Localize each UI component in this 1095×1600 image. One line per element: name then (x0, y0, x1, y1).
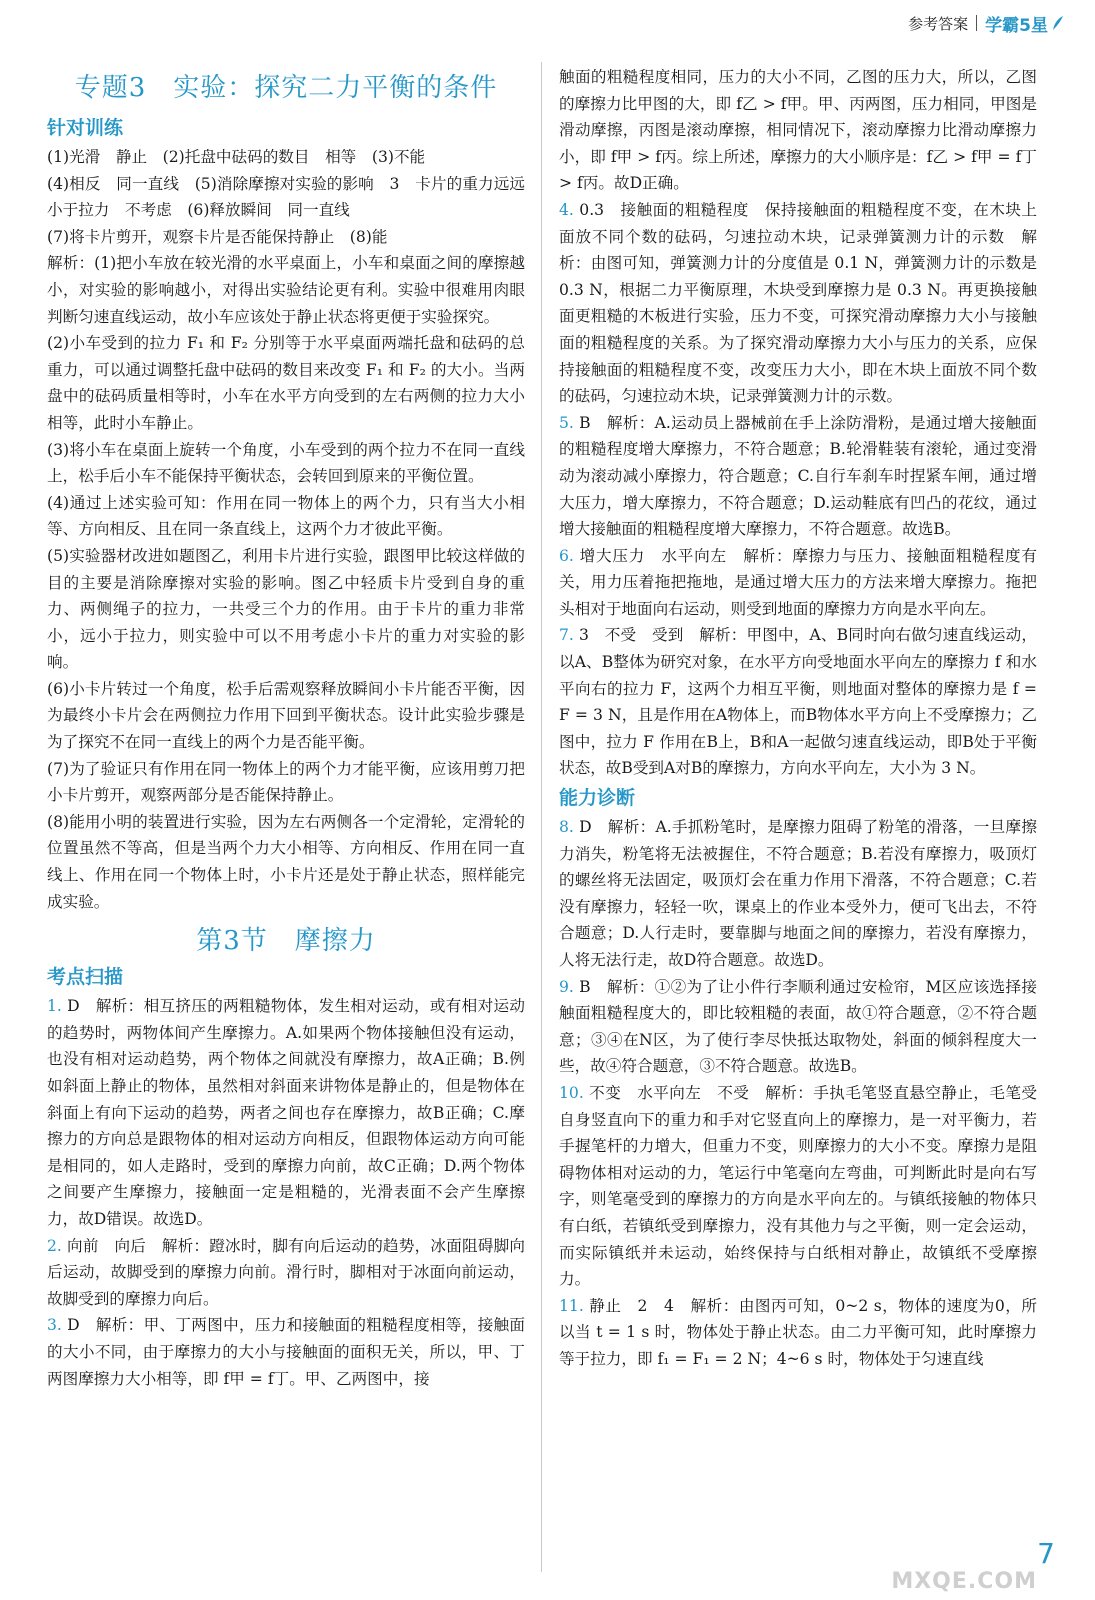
answer-item (47, 1312, 525, 1392)
answer-paragraph: (5)实验器材改进如题图乙，利用卡片进行实验，跟图甲比较这样做的目的主要是消除摩擦对实验的影响。图乙中轻质卡片受到自身的重力、两侧绳子的拉力，一共受三个力的作用。由于卡片的重力非常小，远小于拉力，则实验中可以不用考虑小卡片的重力对实验的影响。 (47, 546, 525, 672)
item-text: 不变 水平向左 不受 解析：手执毛笔竖直悬空静止，毛笔受自身竖直向下的重力和手对它竖直向上的摩擦力，是一对平衡力，若手握笔杆的力增大，但重力不变，则摩擦力的大小不变。摩擦力是阻碍物体相对运动的力，笔运行中笔毫向左弯曲，可判断此时是向右写字，则笔毫受到的摩擦力的方向是水平向左的。与镇纸接触的物体只有白纸，若镇纸受到摩擦力，没有其他力与之平衡，则一定会运动，而实际镇纸并未运动，始终保持与白纸相对静止，故镇纸不受摩擦力。 (559, 1083, 1037, 1289)
feather-icon (1051, 14, 1065, 32)
item-number: 11. (559, 1296, 584, 1315)
answer-item (559, 543, 1037, 623)
answer-paragraph: (4)通过上述实验可知：作用在同一物体上的两个力，只有当大小相等、方向相反、且在同一条直线上，这两个力才彼此平衡。 (47, 493, 525, 539)
item-number: 5. (559, 413, 574, 432)
answer-item (559, 197, 1037, 410)
item-number: 10. (559, 1083, 584, 1102)
header-divider (976, 15, 977, 31)
answer-item (559, 1080, 1037, 1293)
item-text: D 解析：甲、丁两图中，压力和接触面的粗糙程度相等，接触面的大小不同，由于摩擦力的大小与接触面的面积无关，所以，甲、丁两图摩擦力大小相等，即 f甲 = f丁。甲、乙两图中，接 (47, 1316, 525, 1388)
answer-paragraph: (2)小车受到的拉力 F₁ 和 F₂ 分别等于水平桌面两端托盘和砝码的总重力，可以通过调整托盘中砝码的数目来改变 F₁ 和 F₂ 的大小。当两盘中的砝码质量相等时，小车在水平方向受到的左右两侧的拉力大小相等，此时小车静止。 (47, 334, 525, 432)
page-header (908, 8, 1065, 38)
answer-item (47, 1233, 525, 1313)
answer-paragraph: (4)相反 同一直线 (5)消除摩擦对实验的影响 3 卡片的重力远远小于拉力 不考虑 (6)释放瞬间 同一直线 (47, 174, 525, 220)
right-column (559, 64, 1037, 1373)
item-text: 向前 向后 解析：蹬冰时，脚有向后运动的趋势，冰面阻碍脚向后运动，故脚受到的摩擦力向前。滑行时，脚相对于冰面向前运动，故脚受到的摩擦力向后。 (47, 1236, 525, 1308)
section-heading-scan: 考点扫描 (47, 966, 124, 989)
column-divider (541, 62, 542, 1572)
answer-paragraph: (7)为了验证只有作用在同一物体上的两个力才能平衡，应该用剪刀把小卡片剪开，观察两部分是否能保持静止。 (47, 759, 525, 805)
item-text: D 解析：A.手抓粉笔时，是摩擦力阻碍了粉笔的滑落，一旦摩擦力消失，粉笔将无法被握住，不符合题意；B.若没有摩擦力，吸顶灯的螺丝将无法固定，吸顶灯会在重力作用下滑落，不符合题意；C.若没有摩擦力，轻轻一吹，课桌上的作业本受外力，便可飞出去，不符合题意；D.人行走时，要靠脚与地面之间的摩擦力，若没有摩擦力，人将无法行走，故D符合题意。故选D。 (559, 818, 1037, 969)
answer-paragraph: (7)将卡片剪开，观察卡片是否能保持静止 (8)能 (47, 227, 388, 246)
item-number: 6. (559, 546, 574, 565)
diagnosis-answers (559, 814, 1037, 1372)
answer-paragraph: (8)能用小明的装置进行实验，因为左右两侧各一个定滑轮，定滑轮的位置虽然不等高，但是当两个力大小相等、方向相反、作用在同一直线上、作用在同一个物体上时，小卡片还是处于静止状态，照样能完成实验。 (47, 812, 525, 911)
answer-item (559, 410, 1037, 543)
answer-paragraph: (6)小卡片转过一个角度，松手后需观察释放瞬间小卡片能否平衡，因为最终小卡片会在两侧拉力作用下回到平衡状态。设计此实验步骤是为了探究不在同一直线上的两个力是否能平衡。 (47, 679, 525, 752)
item-text: 触面的粗糙程度相同，压力的大小不同，乙图的压力大，所以，乙图的摩擦力比甲图的大，即 f乙 > f甲。甲、丙两图，压力相同，甲图是滑动摩擦，丙图是滚动摩擦，相同情况下，滚动摩擦力比滑动摩擦力小，即 f甲 > f丙。综上所述，摩擦力的大小顺序是：f乙 > f甲 = f丁 > f丙。故D正确。 (559, 68, 1037, 193)
section-heading-diagnosis: 能力诊断 (559, 787, 636, 810)
item-text: 增大压力 水平向左 解析：摩擦力与压力、接触面粗糙程度有关，用力压着拖把拖地，是通过增大压力的方法来增大摩擦力。拖把头相对于地面向右运动，则受到地面的摩擦力方向是水平向左。 (559, 546, 1037, 618)
answer-paragraph: 解析：(1)把小车放在较光滑的水平桌面上，小车和桌面之间的摩擦越小，对实验的影响越小，对得出实验结论更有利。实验中很难用肉眼判断匀速直线运动，故小车应该处于静止状态将更便于实验探究。 (47, 254, 525, 326)
header-brand: 学霸5星 (985, 15, 1048, 36)
answer-paragraph: (3)将小车在桌面上旋转一个角度，小车受到的两个拉力不在同一直线上，松手后小车不能保持平衡状态，会转回到原来的平衡位置。 (47, 440, 525, 486)
item-text: 静止 2 4 解析：由图丙可知，0~2 s，物体的速度为0，所以当 t = 1 s 时，物体处于静止状态。由二力平衡可知，此时摩擦力等于拉力，即 f₁ = F₁ = 2 N；4~6 s 时，物体处于匀速直线 (559, 1296, 1037, 1368)
item-number: 3. (47, 1316, 62, 1335)
answer-paragraph: (1)光滑 静止 (2)托盘中砝码的数目 相等 (3)不能 (47, 148, 426, 166)
item-text: 0.3 接触面的粗糙程度 保持接触面的粗糙程度不变，在木块上面放不同个数的砝码，匀速拉动木块，记录弹簧测力计的示数 解析：由图可知，弹簧测力计的分度值是 0.1 N，弹簧测力计的示数是 0.3 N，根据二力平衡原理，木块受到摩擦力是 0.3 N。再更换接触面更粗糙的木板进行实验，压力不变，可探究滑动摩擦力大小与接触面的粗糙程度的关系。为了探究滑动摩擦力大小与压力的关系，应保持接触面的粗糙程度不变，改变压力大小，即在木块上面放不同个数的砝码，匀速拉动木块，记录弹簧测力计的示数。 (559, 200, 1037, 406)
header-ref-label: 参考答案 (908, 14, 969, 33)
answer-item (559, 622, 1037, 782)
item-number: 2. (47, 1236, 62, 1255)
watermark: MXQE.COM (891, 1569, 1037, 1594)
item-number: 7. (559, 626, 574, 645)
item-number: 1. (47, 997, 62, 1016)
scan-answers (47, 993, 525, 1392)
answer-item (559, 64, 1037, 197)
page-number: 7 (1037, 1537, 1055, 1570)
answer-item (559, 1293, 1037, 1373)
answer-item (559, 814, 1037, 974)
item-number: 8. (559, 818, 574, 837)
item-number: 9. (559, 977, 574, 996)
item-text: 3 不受 受到 解析：甲图中，A、B同时向右做匀速直线运动，以A、B整体为研究对象，在水平方向受地面水平向左的摩擦力 f 和水平向右的拉力 F，这两个力相互平衡，则地面对整体的摩擦力是 f = F = 3 N，且是作用在A物体上，而B物体水平方向上不受摩擦力；乙图中，拉力 F 作用在B上，B和A一起做匀速直线运动，即B处于平衡状态，故B受到A对B的摩擦力，方向水平向左，大小为 3 N。 (559, 626, 1037, 778)
answer-item (47, 993, 525, 1232)
item-text: D 解析：相互挤压的两粗糙物体，发生相对运动，或有相对运动的趋势时，两物体间产生摩擦力。A.如果两个物体接触但没有运动，也没有相对运动趋势，两个物体之间就没有摩擦力，故A正确；B.例如斜面上静止的物体，虽然相对斜面来讲物体是静止的，但是物体在斜面上有向下运动的趋势，两者之间也存在摩擦力，故B正确；C.摩擦力的方向总是跟物体的相对运动方向相反，但跟物体运动方向可能是相同的，如人走路时，受到的摩擦力向前，故C正确；D.两个物体之间要产生摩擦力，接触面一定是粗糙的，光滑表面不会产生摩擦力，故D错误。故选D。 (47, 997, 525, 1228)
item-text: B 解析：①②为了让小件行李顺利通过安检帘，M区应该选择接触面粗糙程度大的，即比较粗糙的表面，故①符合题意，②不符合题意；③④在N区，为了使行李尽快抵达取物处，斜面的倾斜程度大一些，故④符合题意，③不符合题意。故选B。 (559, 977, 1037, 1076)
answer-item (559, 974, 1037, 1080)
item-text: B 解析：A.运动员上器械前在手上涂防滑粉，是通过增大接触面的粗糙程度增大摩擦力，不符合题意；B.轮滑鞋装有滚轮，通过变滑动为滚动减小摩擦力，符合题意；C.自行车刹车时捏紧车闸，通过增大压力，增大摩擦力，不符合题意；D.运动鞋底有凹凸的花纹，通过增大接触面的粗糙程度增大摩擦力，不符合题意。故选B。 (559, 413, 1037, 539)
section-heading-practice: 针对训练 (47, 117, 124, 139)
topic-title: 专题3 实验：探究二力平衡的条件 (74, 73, 498, 103)
item-number: 4. (559, 200, 574, 219)
scan-answers-continued (559, 64, 1037, 782)
lesson-title: 第3节 摩擦力 (196, 926, 376, 957)
left-column (47, 58, 525, 1392)
practice-answers (47, 144, 525, 915)
